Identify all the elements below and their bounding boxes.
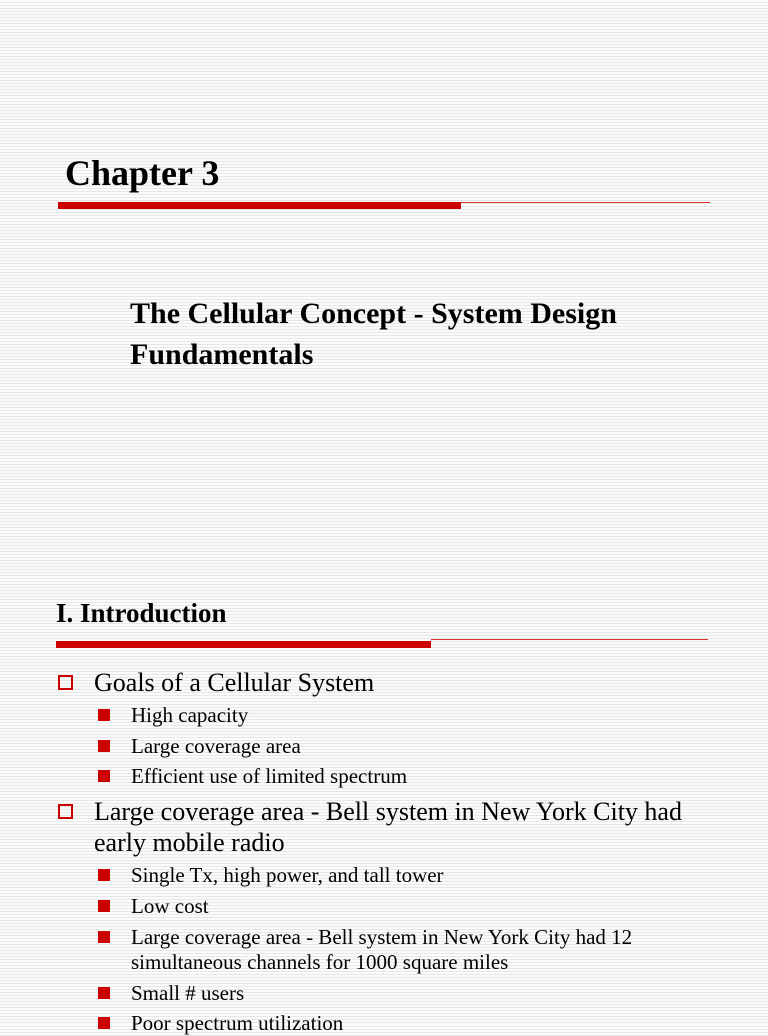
filled-square-bullet-icon [98,1017,110,1029]
filled-square-bullet-icon [98,931,110,943]
filled-square-bullet-icon [98,869,110,881]
sub-bullet-item: Large coverage area - Bell system in New York City had 12 simultaneous channels for 1000 square miles [131,925,633,974]
chapter-subtitle: The Cellular Concept - System Design Fundamentals [130,297,617,371]
hollow-square-bullet-icon [58,675,73,690]
sub-bullet-item: Efficient use of limited spectrum [131,764,408,788]
chapter-title: Chapter 3 [65,153,220,193]
filled-square-bullet-icon [98,900,110,912]
sub-bullet-item: Single Tx, high power, and tall tower [131,863,444,887]
sub-bullet-item: High capacity [131,703,249,727]
filled-square-bullet-icon [98,709,110,721]
section-heading: I. Introduction [56,598,227,628]
filled-square-bullet-icon [98,770,110,782]
sub-bullet-item: Poor spectrum utilization [131,1011,344,1035]
sub-bullet-item: Small # users [131,981,245,1005]
bullet-large-coverage: Large coverage area - Bell system in New York City had early mobile radio [94,797,682,857]
sub-bullet-item: Large coverage area [131,734,301,758]
filled-square-bullet-icon [98,740,110,752]
bullet-goals: Goals of a Cellular System [94,668,375,697]
hollow-square-bullet-icon [58,804,73,819]
filled-square-bullet-icon [98,987,110,999]
sub-bullet-item: Low cost [131,894,209,918]
